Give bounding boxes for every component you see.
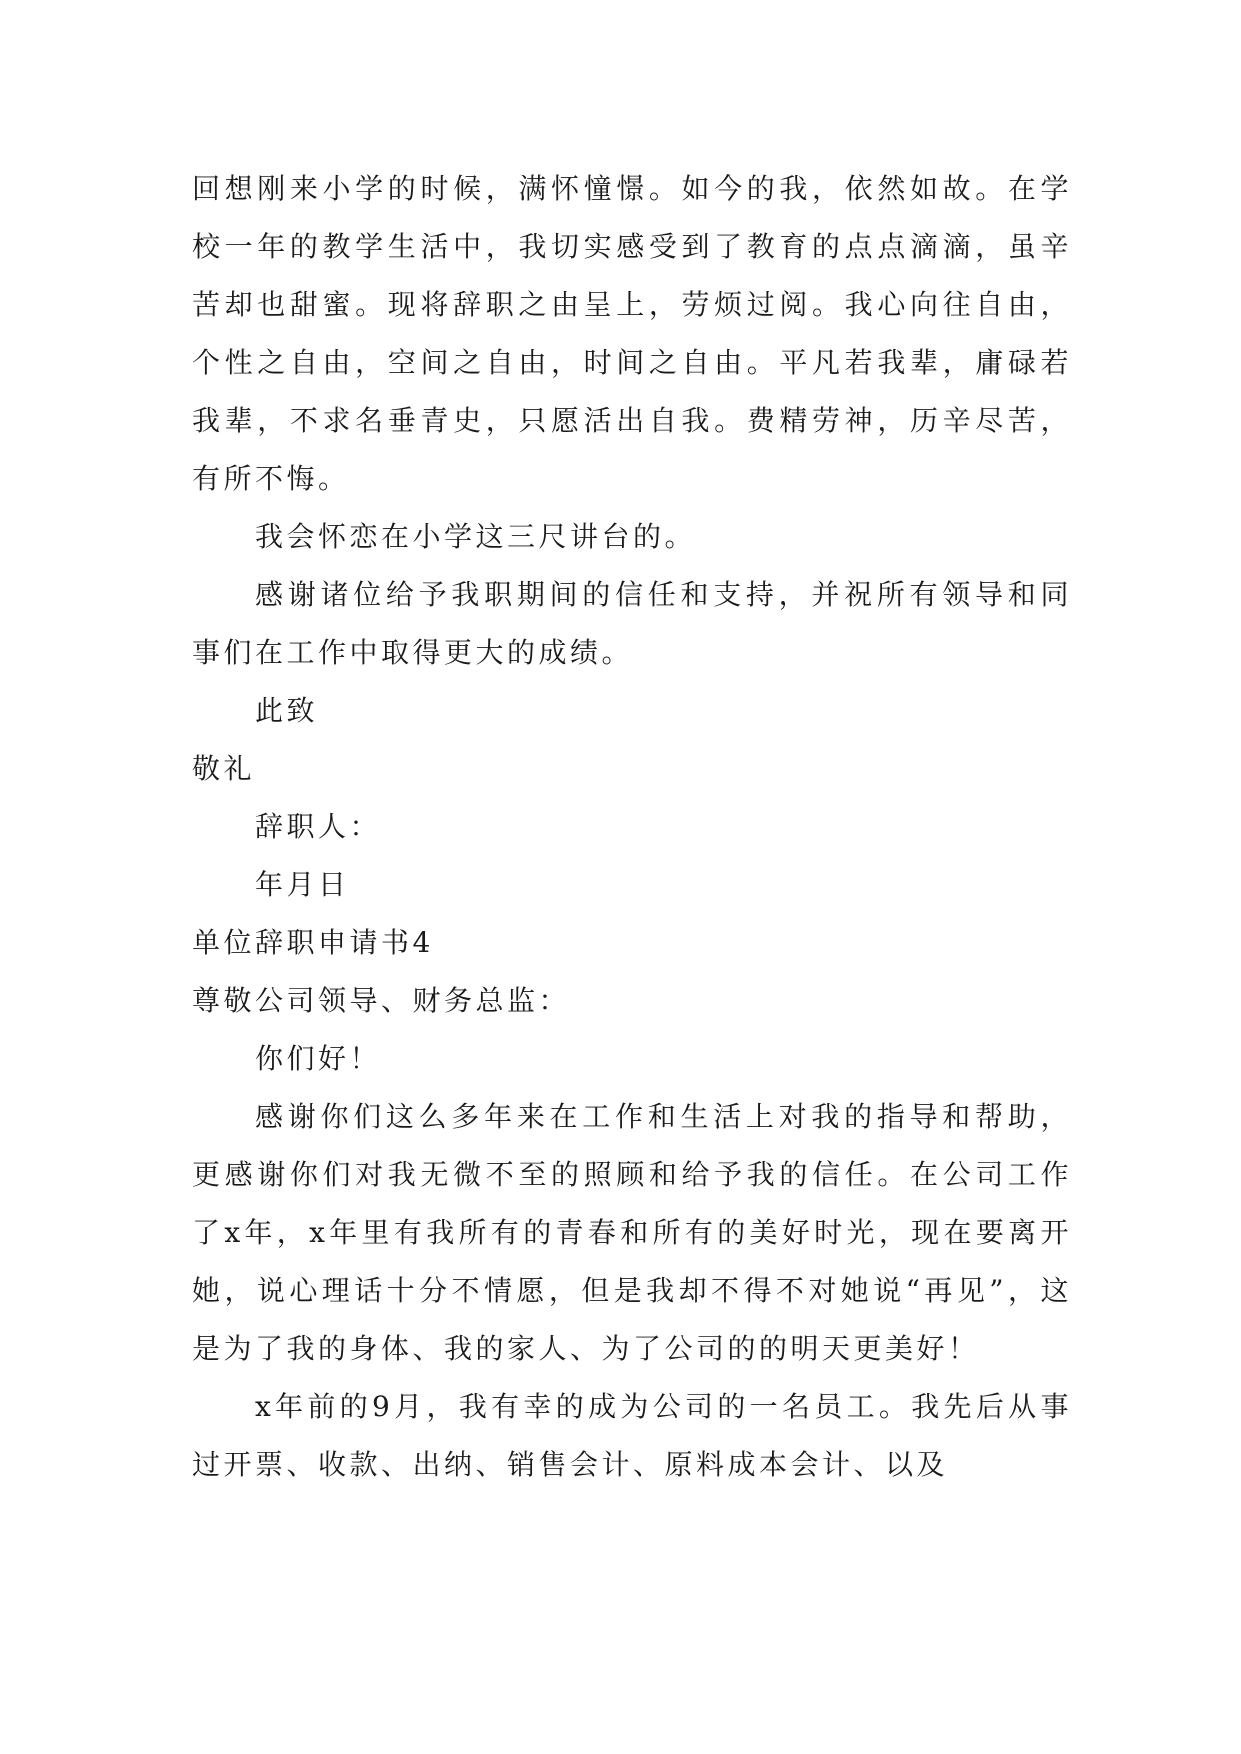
section-title: 单位辞职申请书4 [192,926,434,959]
closing-line: 此致 [255,694,319,727]
paragraph-reflection: 回想刚来小学的时候，满怀憧憬。如今的我，依然如故。在学校一年的教学生活中，我切实感受到了教育的点点滴滴，虽辛苦却也甜蜜。现将辞职之由呈上，劳烦过阅。我心向往自由，个性之自由，空间之自由，时间之自由。平凡若我辈，庸碌若我辈，不求名垂青史，只愿活出自我。费精劳神，历辛尽苦，有所不悔。 [192,172,1072,495]
closing-salute: 敬礼 [192,752,256,785]
paragraph-history: x年前的9月，我有幸的成为公司的一名员工。我先后从事过开票、收款、出纳、销售会计、原料成本会计、以及 [192,1390,1072,1481]
document-body [192,160,1072,1494]
paragraph-thanks: 感谢诸位给予我职期间的信任和支持，并祝所有领导和同事们在工作中取得更大的成绩。 [192,578,1072,669]
date-line: 年月日 [255,868,350,901]
greeting-line: 你们好！ [255,1042,382,1075]
salutation-line: 尊敬公司领导、财务总监： [192,984,571,1017]
paragraph-farewell: 我会怀恋在小学这三尺讲台的。 [255,520,697,553]
paragraph-gratitude: 感谢你们这么多年来在工作和生活上对我的指导和帮助，更感谢你们对我无微不至的照顾和给予我的信任。在公司工作了x年，x年里有我所有的青春和所有的美好时光，现在要离开她，说心理话十分不情愿，但是我却不得不对她说“再见”，这是为了我的身体、我的家人、为了公司的的明天更美好！ [192,1100,1072,1365]
signer-line: 辞职人： [255,810,382,843]
